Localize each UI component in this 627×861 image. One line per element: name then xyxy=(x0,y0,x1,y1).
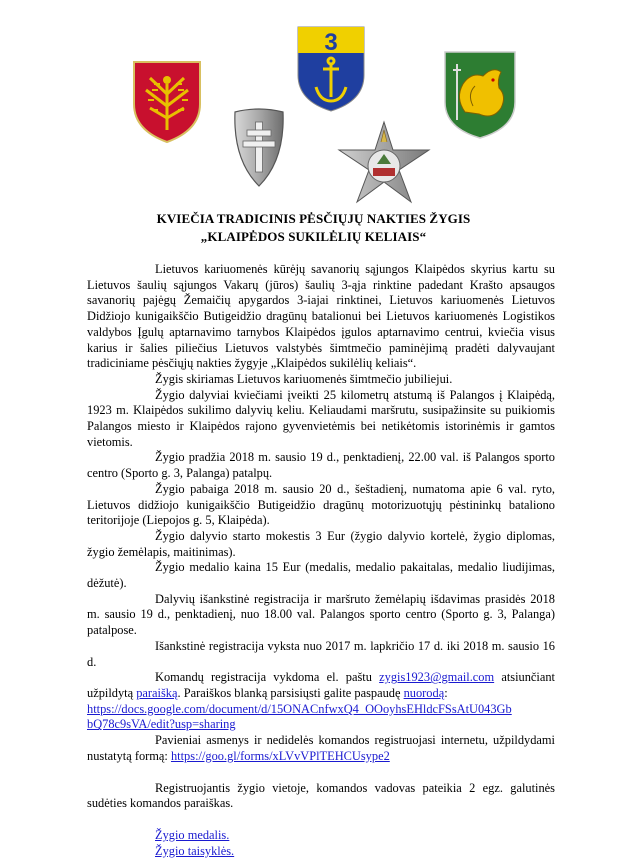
rules-link[interactable]: Žygio taisyklės. xyxy=(155,843,235,858)
title-line-1: KVIEČIA TRADICINIS PĖSČIŲJŲ NAKTIES ŽYGIS xyxy=(156,211,471,226)
gray-double-cross-shield-emblem xyxy=(231,108,287,188)
onsite-registration-paragraph: Dalyvių išankstinė registracija ir maršruto žemėlapių išdavimas prasidės 2018 m. sausio 19 d., penktadienį, nuo 18.00 val. Palangos sporto centro (Sporto g. 3, Palanga) patalpose. xyxy=(87,591,555,638)
intro-paragraph: Lietuvos kariuomenės kūrėjų savanorių sąjungos Klaipėdos skyrius kartu su Lietuvos šaulių sąjungos Vakarų (jūros) šaulių 3-ąja rinktine padedant Krašto apsaugos savanorių pajėgų Žemaičių apygardos 3-iajai rinktinei, Lietuvos kariuomenės Lietuvos Didžiojo kunigaikščio Butigeidžio dragūnų batalionui bei Lietuvos kariuomenės Logistikos valdybos Įgulų aptarnavimo tarnybos Klaipėdos įgulos aptarnavimo centrui, kviečia visus karius ir šalies piliečius Lietuvos valstybės šimtmečio paminėjimą pradėti dalyvaujant tradiciniame pėsčiųjų nakties žygyje „Klaipėdos sukilėlių keliais“. xyxy=(87,262,555,371)
download-link[interactable]: nuorodą xyxy=(403,685,445,700)
team-registration-text-a: Komandų registracija vykdoma el. paštu xyxy=(155,670,380,685)
team-registration-paragraph xyxy=(87,670,555,701)
team-registration-text-c: . Paraiškos blanką parsisiųsti galite paspaudę xyxy=(177,685,404,700)
google-doc-url-line-1[interactable]: https://docs.google.com/document/d/15ONACnfwxQ4_OOoyhsEHldcFSsAtU043Gb xyxy=(87,701,512,716)
individual-registration-paragraph xyxy=(87,733,555,764)
finish-paragraph: Žygio pabaiga 2018 m. sausio 20 d., šeštadienį, numatoma apie 6 val. ryto, Lietuvos didžiojo kunigaikščio Butigeidžio dragūnų motorizuotųjų pėstininkų bataliono teritorijoje (Liepojos g. 5, Klaipėda). xyxy=(87,481,555,528)
emblem-number: 3 xyxy=(324,29,338,56)
team-registration-text-b: atsiunčiant užpildytą xyxy=(87,670,556,700)
dedication-paragraph: Žygis skiriamas Lietuvos kariuomenės šimtmečio jubiliejui. xyxy=(155,371,453,386)
email-link[interactable]: zygis1923@gmail.com xyxy=(379,670,495,685)
blue-yellow-anchor-shield-emblem xyxy=(296,25,366,113)
application-link[interactable]: paraišką xyxy=(136,685,178,700)
preregistration-paragraph: Išankstinė registracija vyksta nuo 2017 m. lapkričio 17 d. iki 2018 m. sausio 16 d. xyxy=(87,638,555,669)
team-registration-text-d: : xyxy=(444,685,448,700)
google-doc-url[interactable] xyxy=(87,702,555,733)
spacer xyxy=(87,765,555,781)
links-list xyxy=(155,828,555,859)
green-dragon-shield-emblem xyxy=(443,50,517,140)
title-line-2: „KLAIPĖDOS SUKILĖLIŲ KELIAIS“ xyxy=(200,229,427,244)
red-gold-oak-shield-emblem xyxy=(132,60,202,144)
medal-link[interactable]: Žygio medalis. xyxy=(155,827,230,842)
spacer xyxy=(87,812,555,828)
route-paragraph: Žygio dalyviai kviečiami įveikti 25 kilometrų atstumą iš Palangos į Klaipėdą, 1923 m. Klaipėdos sukilimo dalyvių keliu. Keliaudami maršrutu, susipažinsite su puikiomis Palangos miesto ir Klaipėdos rajono gyvenvietėmis bei netikėtomis istorinėmis ir gamtos vietomis. xyxy=(87,387,555,449)
google-doc-url-line-2[interactable]: bQ78c9sVA/edit?usp=sharing xyxy=(87,717,236,732)
individual-registration-text: Pavieniai asmenys ir nedidelės komandos registruojasi internetu, užpildydami nustatytą formą: xyxy=(87,733,555,763)
google-form-link[interactable]: https://goo.gl/forms/xLVvVPlTEHCUsype2 xyxy=(170,748,390,763)
star-compass-emblem xyxy=(337,120,431,204)
fee-paragraph: Žygio dalyvio starto mokestis 3 Eur (žygio dalyvio kortelė, žygio diplomas, žygio žemėlapis, maitinimas). xyxy=(87,528,555,559)
onsite-team-paragraph: Registruojantis žygio vietoje, komandos vadovas pateikia 2 egz. galutinės sudėties komandos paraiškas. xyxy=(87,780,555,811)
start-paragraph: Žygio pradžia 2018 m. sausio 19 d., penktadienį, 22.00 val. iš Palangos sporto centro (Sporto g. 3, Palanga) patalpų. xyxy=(87,450,555,481)
document-body xyxy=(87,262,555,859)
medal-price-paragraph: Žygio medalio kaina 15 Eur (medalis, medalio pakaitalas, medalio liudijimas, dėžutė). xyxy=(87,560,555,591)
